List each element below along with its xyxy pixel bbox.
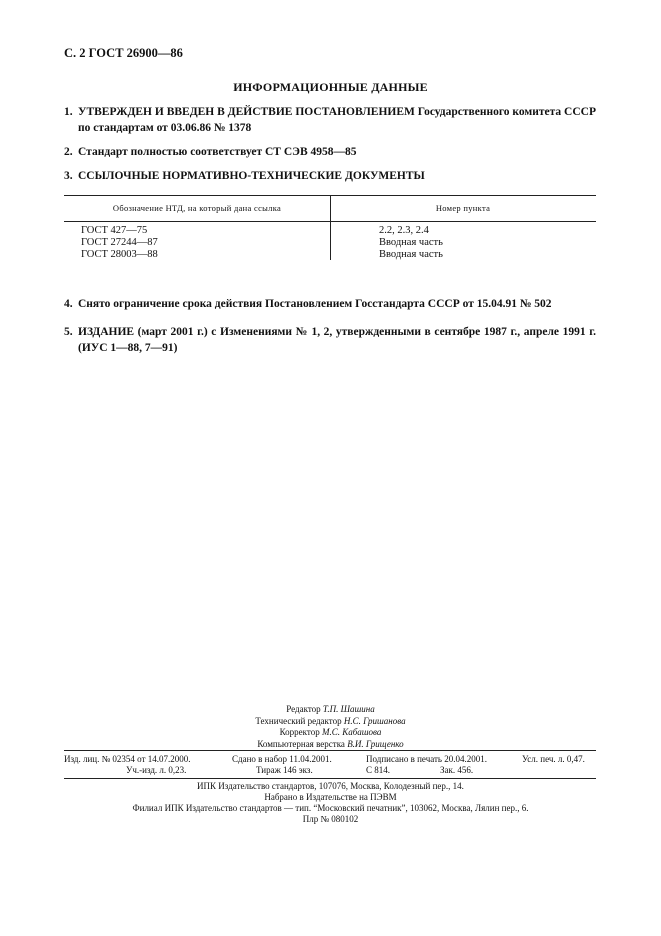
page-header: С. 2 ГОСТ 26900—86 xyxy=(64,46,183,60)
item-text: Стандарт полностью соответствует СТ СЭВ 4958—85 xyxy=(78,146,357,158)
cell-clause: Вводная часть xyxy=(379,249,443,260)
credit-name: Н.С. Гришанова xyxy=(343,715,406,726)
header-designation: Обозначение НТД, на который дана ссылка xyxy=(112,203,282,213)
cell-clause: 2.2, 2.3, 2.4 xyxy=(379,225,429,236)
header-clause: Номер пункта xyxy=(435,203,491,213)
typeset-text: Набрано в Издательстве на ПЭВМ xyxy=(264,792,397,802)
credit-name: М.С. Кабашова xyxy=(321,727,382,737)
info-item-1 xyxy=(64,104,596,136)
item-number: 5. xyxy=(64,326,73,338)
credit-role: Редактор xyxy=(286,704,321,714)
table-row xyxy=(64,225,596,237)
order-number-text: Зак. 456. xyxy=(440,765,474,775)
reference-table xyxy=(64,195,596,262)
edu-sheets-text: Уч.-изд. л. 0,23. xyxy=(126,765,187,775)
cell-designation: ГОСТ 427—75 xyxy=(81,225,148,236)
item-text: ИЗДАНИЕ (март 2001 г.) с Изменениями № 1, 2, утвержденными в сентябре 1987 г., апреле 1991 г. (ИУС 1—88, 7—91) xyxy=(78,326,596,354)
credit-role: Корректор xyxy=(279,727,320,737)
cell-designation: ГОСТ 27244—87 xyxy=(81,237,158,248)
imprint-rule-top xyxy=(64,750,596,751)
credit-role: Компьютерная верстка xyxy=(257,738,345,749)
sent-to-typeset-text: Сдано в набор 11.04.2001. xyxy=(232,754,332,764)
item-number: 2. xyxy=(64,146,73,158)
table-row xyxy=(64,249,596,261)
imprint-credits xyxy=(0,704,661,750)
info-item-5 xyxy=(64,324,596,356)
license-text: Изд. лиц. № 02354 от 14.07.2000. xyxy=(64,754,191,764)
print-run-text: Тираж 146 экз. xyxy=(256,765,313,775)
cell-designation: ГОСТ 28003—88 xyxy=(81,249,158,260)
table-header xyxy=(64,196,596,222)
info-item-4 xyxy=(64,296,596,312)
section-title: ИНФОРМАЦИОННЫЕ ДАННЫЕ xyxy=(233,80,428,94)
item-text: Снято ограничение срока действия Постановлением Госстандарта СССР от 15.04.91 № 502 xyxy=(78,298,552,310)
item-number: 1. xyxy=(64,106,73,118)
table-row xyxy=(64,237,596,249)
info-item-3 xyxy=(64,168,596,184)
item-number: 4. xyxy=(64,298,73,310)
item-text: УТВЕРЖДЕН И ВВЕДЕН В ДЕЙСТВИЕ ПОСТАНОВЛЕНИЕМ Государственного комитета СССР по стандартам от 03.06.86 № 1378 xyxy=(78,106,596,134)
plr-text: Плр № 080102 xyxy=(302,814,359,824)
info-item-2 xyxy=(64,144,596,160)
c-number-text: С 814. xyxy=(366,765,391,775)
item-text: ССЫЛОЧНЫЕ НОРМАТИВНО-ТЕХНИЧЕСКИЕ ДОКУМЕНТЫ xyxy=(78,170,425,182)
table-body xyxy=(64,222,596,262)
branch-text: Филиал ИПК Издательство стандартов — тип. “Московский печатник”, 103062, Москва, Лялин пер., 6. xyxy=(132,803,529,813)
credit-name: Т.П. Шашина xyxy=(322,704,375,714)
credit-role: Технический редактор xyxy=(255,715,342,726)
signed-to-print-text: Подписано в печать 20.04.2001. xyxy=(366,754,488,764)
cell-clause: Вводная часть xyxy=(379,237,443,248)
imprint-rule-bottom xyxy=(64,778,596,779)
credit-line xyxy=(0,727,661,739)
credit-line xyxy=(0,739,661,751)
credit-name: В.И. Грищенко xyxy=(347,738,404,749)
print-sheets-text: Усл. печ. л. 0,47. xyxy=(522,754,585,764)
credit-line xyxy=(0,704,661,716)
credit-line xyxy=(0,716,661,728)
item-number: 3. xyxy=(64,170,73,182)
publisher-text: ИПК Издательство стандартов, 107076, Москва, Колодезный пер., 14. xyxy=(197,781,464,791)
